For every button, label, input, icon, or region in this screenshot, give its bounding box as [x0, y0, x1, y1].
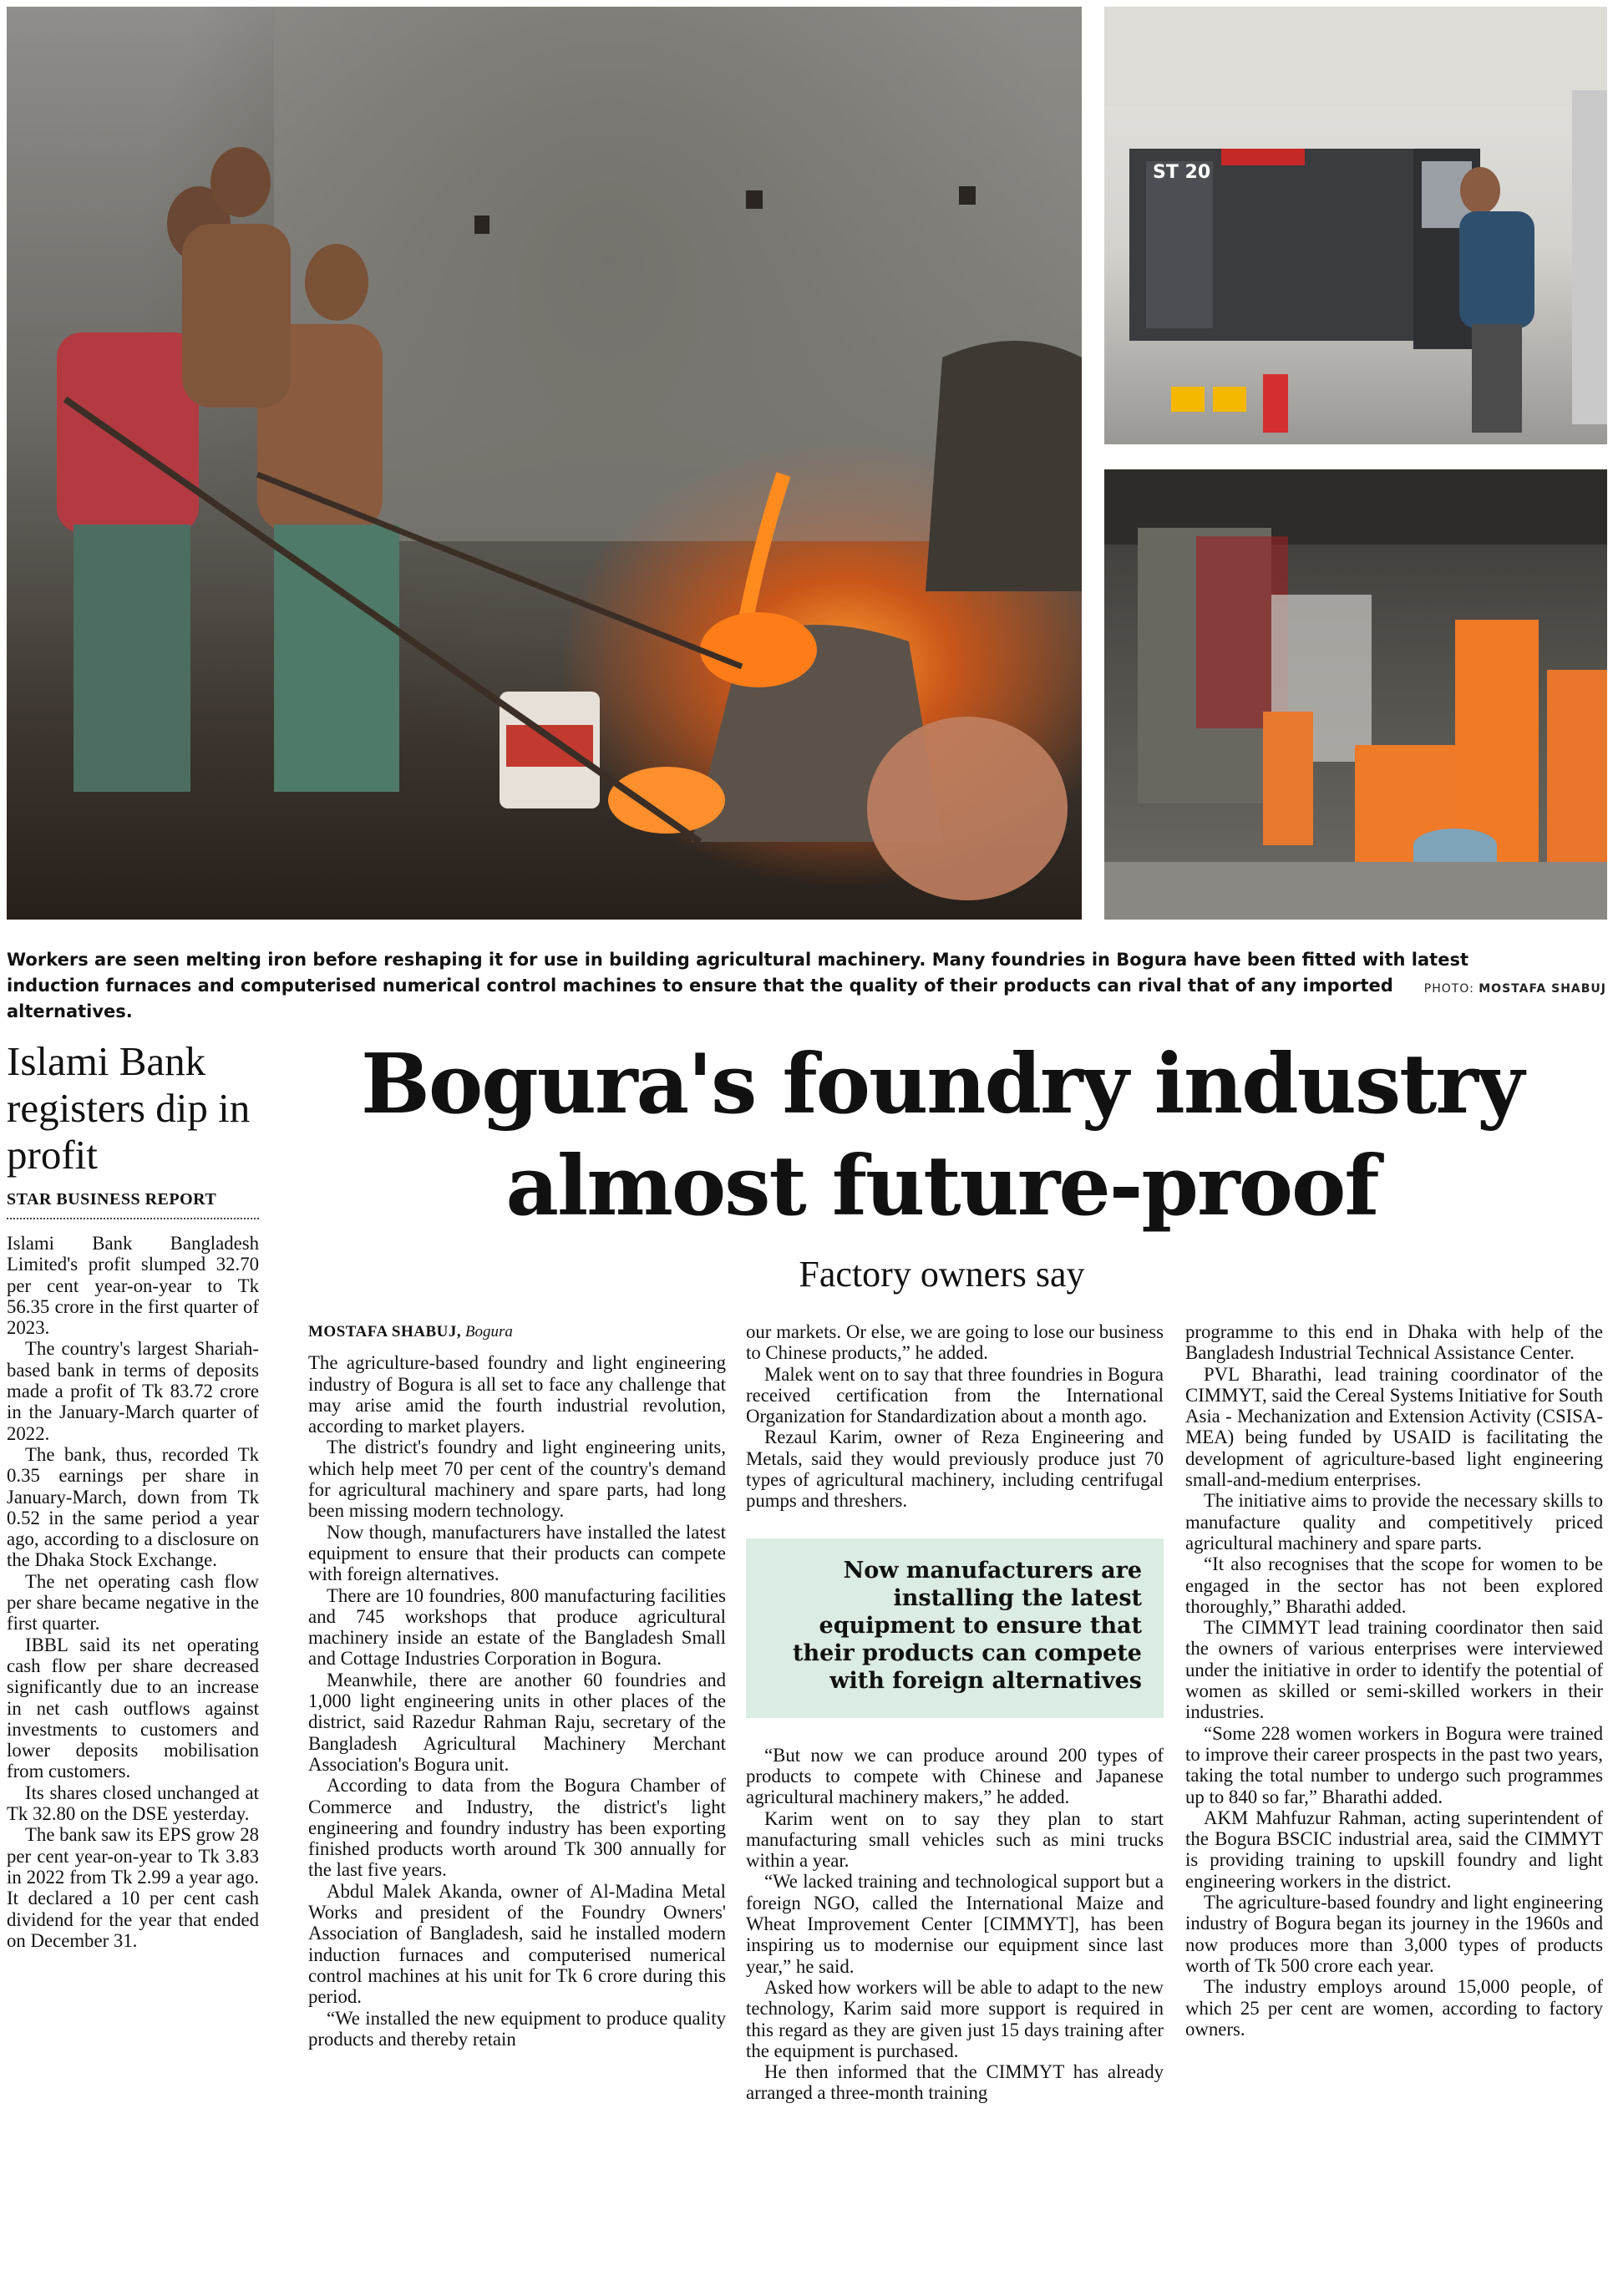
side-story-paragraph: Its shares closed unchanged at Tk 32.80 on the DSE yesterday. — [7, 1782, 259, 1825]
article-column-2 — [746, 1321, 1164, 2104]
byline-place: Bogura — [464, 1323, 513, 1341]
byline-name: MOSTAFA SHABUJ, — [308, 1323, 462, 1341]
article-paragraph: He then informed that the CIMMYT has already arranged a three-month training — [746, 2061, 1164, 2104]
article-paragraph: Malek went on to say that three foundries in Bogura received certification from the International Organization for Standardization about a month ago. — [746, 1363, 1164, 1427]
article-paragraph: There are 10 foundries, 800 manufacturing facilities and 745 workshops that produce agricultural machinery inside an estate of the Bangladesh Small and Cottage Industries Corporation in Bogura. — [308, 1584, 726, 1670]
side-story-title: Islami Bank registers dip in profit — [7, 1038, 251, 1178]
article-paragraph: “But now we can produce around 200 types of products to compete with Chinese and Japanese agricultural machinery makers,” he added. — [746, 1744, 1164, 1808]
article-paragraph: “Some 228 women workers in Bogura were trained to improve their career prospects in the past two years, taking the total number to undergo such programmes up to 840 so far,” Bharathi added. — [1185, 1722, 1603, 1807]
side-story — [7, 1038, 259, 1951]
side-story-paragraph: The net operating cash flow per share became negative in the first quarter. — [7, 1570, 259, 1635]
article-paragraph: Asked how workers will be able to adapt to the new technology, Karim said more support is required in this regard as they are given just 15 days training after the equipment is purchased. — [746, 1976, 1164, 2061]
side-story-paragraph: The bank saw its EPS grow 28 per cent year-on-year to Tk 3.83 in 2022 from Tk 2.99 a year ago. It declared a 10 per cent cash dividend for the year that ended on December 31. — [7, 1824, 259, 1951]
article-paragraph: our markets. Or else, we are going to lose our business to Chinese products,” he added. — [746, 1321, 1164, 1364]
side-story-paragraph: IBBL said its net operating cash flow per share decreased significantly due to an increase in net cash outflows against investments to customers and lower deposits mobilisation from customers. — [7, 1634, 259, 1782]
cnc-machine-illustration — [1104, 7, 1607, 444]
article-paragraph: AKM Mahfuzur Rahman, acting superintendent of the Bogura BSCIC industrial area, said the CIMMYT is providing training to upskill foundry and light engineering workers in the district. — [1185, 1807, 1603, 1892]
foundry-scene-illustration — [7, 7, 1082, 920]
byline-divider — [7, 1218, 259, 1219]
article-paragraph: The district's foundry and light engineering units, which help meet 70 per cent of the country's demand for agricultural machinery and spare parts, had long been missing modern technology. — [308, 1437, 726, 1522]
article-paragraph: “We installed the new equipment to produce quality products and thereby retain — [308, 2007, 726, 2050]
article-paragraph: The initiative aims to provide the necessary skills to manufacture quality and competitively priced agricultural machinery and spare parts. — [1185, 1490, 1603, 1553]
induction-furnace-photo — [1104, 469, 1607, 920]
article-paragraph: According to data from the Bogura Chamber of Commerce and Industry, the district's light engineering and foundry industry has been exporting finished products worth around Tk 300 annually for the last five years. — [308, 1775, 726, 1881]
induction-furnace-illustration — [1104, 469, 1607, 920]
pull-quote: Now manufacturers are installing the latest equipment to ensure that their products can compete with foreign alternatives — [746, 1538, 1164, 1718]
workers-melting-iron-photo — [7, 7, 1082, 920]
side-story-body — [7, 1233, 259, 1951]
article-paragraph: The agriculture-based foundry and light engineering industry of Bogura began its journey in the 1960s and now produces more than 3,000 types of products worth of Tk 500 crore each year. — [1185, 1892, 1603, 1976]
article-paragraph: “It also recognises that the scope for women to be engaged in the sector has not been explored thoroughly,” Bharathi added. — [1185, 1553, 1603, 1617]
article-paragraph: Karim went on to say they plan to start manufacturing small vehicles such as mini trucks within a year. — [746, 1807, 1164, 1872]
article-paragraph: Now though, manufacturers have installed the latest equipment to ensure that their products can compete with foreign alternatives. — [308, 1521, 726, 1585]
headline-line-2: almost future-proof — [505, 1138, 1378, 1234]
article-paragraph: Rezaul Karim, owner of Reza Engineering and Metals, said they would previously produce just 70 types of agricultural machinery, including centrifugal pumps and threshers. — [746, 1427, 1164, 1512]
side-story-paragraph: Islami Bank Bangladesh Limited's profit slumped 32.70 per cent year-on-year to Tk 56.35 crore in the first quarter of 2023. — [7, 1233, 259, 1339]
headline-line-1: Bogura's foundry industry — [361, 1036, 1523, 1133]
main-headline — [276, 1034, 1608, 1238]
article-column-3 — [1185, 1321, 1603, 2040]
side-story-byline: STAR BUSINESS REPORT — [7, 1190, 217, 1209]
photo-caption: Workers are seen melting iron before reshaping it for use in building agricultural machinery. Many foundries in Bogura have been fitted with latest induction furnaces and computerised numerical control machines to ensure that the quality of their products can rival that of any imported alternatives. — [7, 950, 1468, 1021]
subheadline: Factory owners say — [799, 1254, 1085, 1295]
article-paragraph: The agriculture-based foundry and light engineering industry of Bogura is all set to face any challenge that may arise amid the fourth industrial revolution, according to market players. — [308, 1352, 726, 1437]
article-paragraph: programme to this end in Dhaka with help of the Bangladesh Industrial Technical Assistance Center. — [1185, 1321, 1603, 1364]
cnc-machine-photo — [1104, 7, 1607, 444]
article-paragraph: The industry employs around 15,000 people, of which 25 per cent are women, according to factory owners. — [1185, 1976, 1603, 2040]
article-paragraph: Abdul Malek Akanda, owner of Al-Madina Metal Works and president of the Foundry Owners' Association of Bangladesh, said he installed modern induction furnaces and computerised numerical control machines at his unit for Tk 6 crore during this period. — [308, 1880, 726, 2008]
side-story-paragraph: The country's largest Shariah-based bank in terms of deposits made a profit of Tk 83.72 crore in the January-March quarter of 2022. — [7, 1338, 259, 1444]
article-byline — [308, 1321, 726, 1342]
photo-credit-name: MOSTAFA SHABUJ — [1479, 982, 1606, 996]
article-paragraph: Meanwhile, there are another 60 foundries and 1,000 light engineering units in other places of the district, said Razedur Rahman Raju, secretary of the Bangladesh Agricultural Machinery Merchant Association's Bogura unit. — [308, 1669, 726, 1775]
machine-label: ST 20 — [1153, 162, 1211, 183]
article-paragraph: The CIMMYT lead training coordinator then said the owners of various enterprises were interviewed under the initiative in order to identify the potential of women as skilled or semi-skilled workers in their industries. — [1185, 1617, 1603, 1723]
article-paragraph: “We lacked training and technological support but a foreign NGO, called the International Maize and Wheat Improvement Center [CIMMYT], has been inspiring us to modernise our equipment since last year,” he said. — [746, 1871, 1164, 1977]
photo-credit-label: PHOTO: — [1423, 982, 1474, 996]
side-story-paragraph: The bank, thus, recorded Tk 0.35 earnings per share in January-March, down from Tk 0.52 in the same period a year ago, according to a disclosure on the Dhaka Stock Exchange. — [7, 1443, 259, 1571]
article-paragraph: PVL Bharathi, lead training coordinator of the CIMMYT, said the Cereal Systems Initiative for South Asia - Mechanization and Extension Activity (CSISA-MEA) being funded by USAID is facilitating the development of agriculture-based light engineering small-and-medium enterprises. — [1185, 1363, 1603, 1491]
article-column-1 — [308, 1321, 726, 2050]
photo-credit — [1424, 982, 1606, 996]
